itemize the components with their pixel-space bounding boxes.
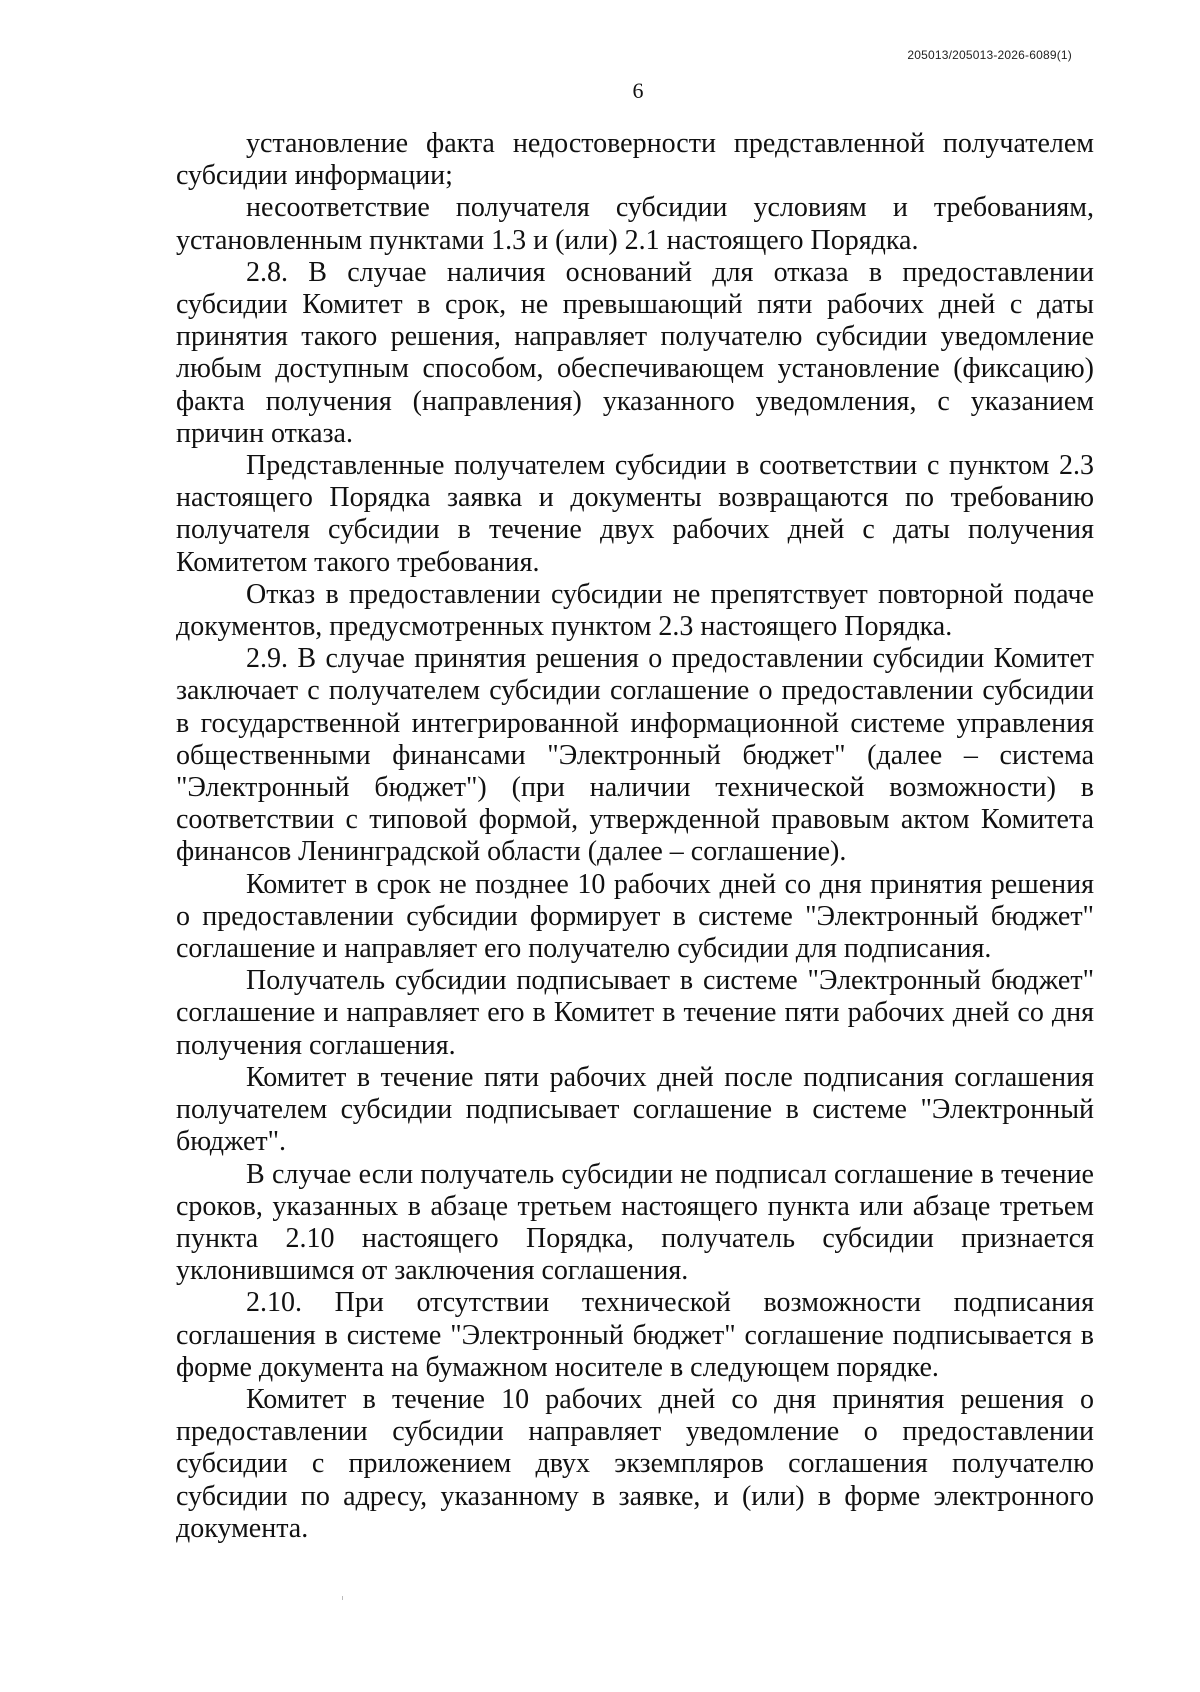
paragraph: несоответствие получателя субсидии условиям и требованиям, установленным пунктами 1.3 и (или) 2.1 настоящего Порядка. xyxy=(176,192,1094,256)
paragraph-clause-2-10: 2.10. При отсутствии технической возможности подписания соглашения в системе "Электронный бюджет" соглашение подписывается в форме документа на бумажном носителе в следующем порядке. xyxy=(176,1287,1094,1383)
paragraph: Получатель субсидии подписывает в системе "Электронный бюджет" соглашение и направляет его в Комитет в течение пяти рабочих дней со дня получения соглашения. xyxy=(176,965,1094,1061)
paragraph: Представленные получателем субсидии в соответствии с пунктом 2.3 настоящего Порядка заявка и документы возвращаются по требованию получателя субсидии в течение двух рабочих дней с даты получения Комитетом такого требования. xyxy=(176,450,1094,578)
paragraph: Комитет в течение 10 рабочих дней со дня принятия решения о предоставлении субсидии направляет уведомление о предоставлении субсидии с приложением двух экземпляров соглашения получателю субсидии по адресу, указанному в заявке, и (или) в форме электронного документа. xyxy=(176,1383,1094,1544)
paragraph: установление факта недостоверности представленной получателем субсидии информации; xyxy=(176,128,1094,192)
scan-artifact xyxy=(342,1596,343,1600)
paragraph: Отказ в предоставлении субсидии не препятствует повторной подаче документов, предусмотренных пунктом 2.3 настоящего Порядка. xyxy=(176,578,1094,643)
paragraph: Комитет в срок не позднее 10 рабочих дней со дня принятия решения о предоставлении субсидии формирует в системе "Электронный бюджет" соглашение и направляет его получателю субсидии для подписания. xyxy=(176,868,1094,965)
paragraph: Комитет в течение пяти рабочих дней после подписания соглашения получателем субсидии подписывает соглашение в системе "Электронный бюджет". xyxy=(176,1061,1094,1158)
page-number: 6 xyxy=(632,78,644,103)
paragraph-clause-2-9: 2.9. В случае принятия решения о предоставлении субсидии Комитет заключает с получателем субсидии соглашение о предоставлении субсидии в государственной интегрированной информационной системе управления общественными финансами "Электронный бюджет" (далее – система "Электронный бюджет") (при наличии технической возможности) в соответствии с типовой формой, утвержденной правовым актом Комитета финансов Ленинградской области (далее – соглашение). xyxy=(176,643,1094,868)
paragraph-clause-2-8: 2.8. В случае наличия оснований для отказа в предоставлении субсидии Комитет в срок, не превышающий пяти рабочих дней с даты принятия такого решения, направляет получателю субсидии уведомление любым доступным способом, обеспечивающем установление (фиксацию) факта получения (направления) указанного уведомления, с указанием причин отказа. xyxy=(176,256,1094,449)
document-body xyxy=(176,128,1094,1545)
paragraph: В случае если получатель субсидии не подписал соглашение в течение сроков, указанных в абзаце третьем настоящего пункта или абзаце третьем пункта 2.10 настоящего Порядка, получатель субсидии признается уклонившимся от заключения соглашения. xyxy=(176,1158,1094,1287)
document-registration-number: 205013/205013-2026-6089(1) xyxy=(907,48,1072,62)
